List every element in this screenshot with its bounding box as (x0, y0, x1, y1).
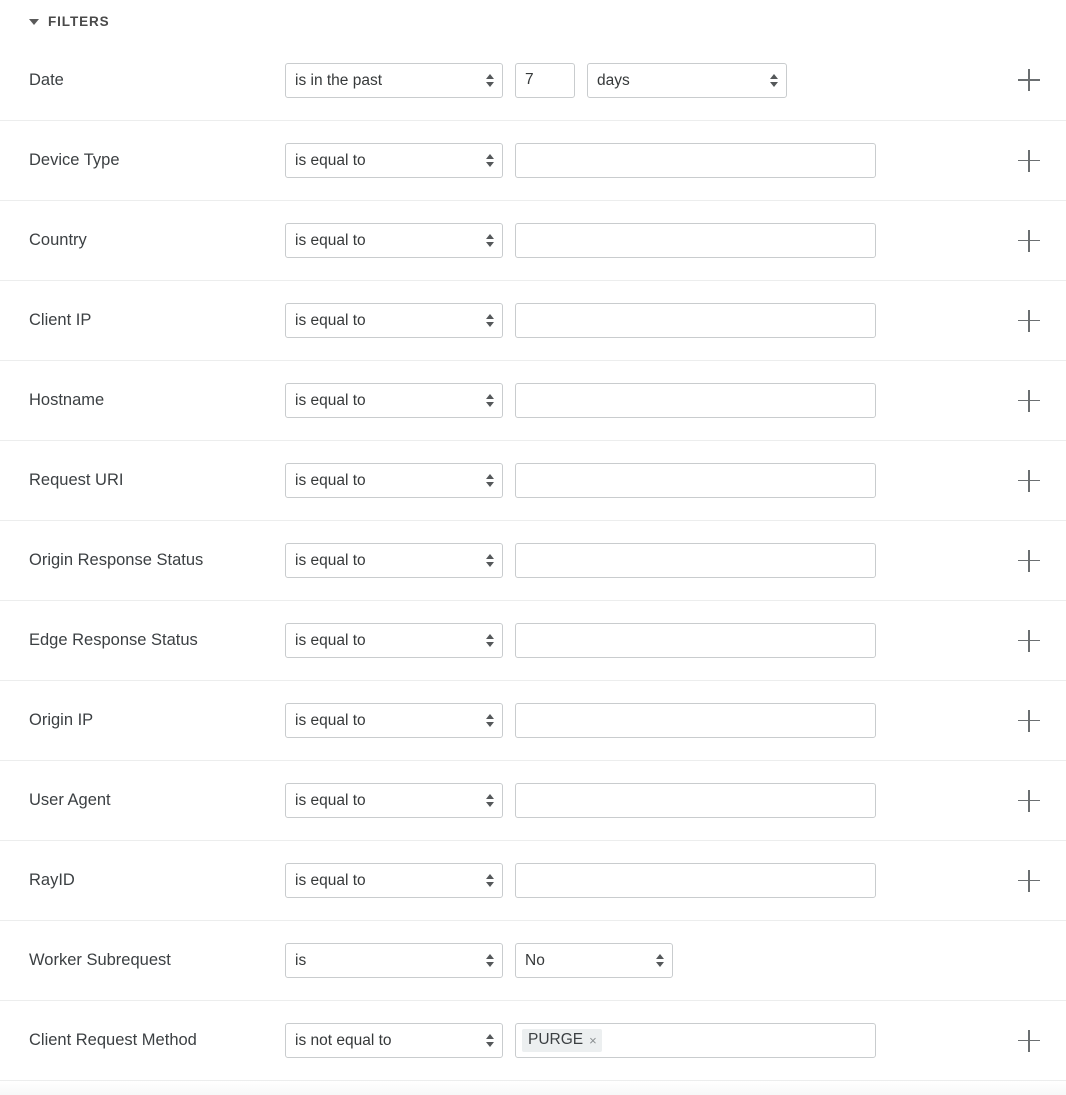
filter-controls (285, 303, 1040, 338)
filter-controls (285, 623, 1040, 658)
filter-row (0, 1000, 1066, 1080)
filter-controls (285, 863, 1040, 898)
plus-icon[interactable] (1018, 710, 1040, 732)
filters-header[interactable] (0, 0, 1066, 40)
filter-label: Edge Response Status (29, 631, 198, 649)
filter-controls (285, 143, 1040, 178)
operator-select[interactable] (285, 383, 503, 418)
operator-select[interactable] (285, 543, 503, 578)
filter-value-input[interactable] (515, 143, 876, 178)
filter-row (0, 680, 1066, 760)
plus-icon[interactable] (1018, 310, 1040, 332)
filter-value-input[interactable] (515, 463, 876, 498)
plus-icon[interactable] (1018, 630, 1040, 652)
filter-value-input[interactable] (515, 303, 876, 338)
filter-rows (0, 40, 1066, 1080)
panel-bottom-edge (0, 1080, 1066, 1095)
filter-controls (285, 223, 1040, 258)
filter-row (0, 520, 1066, 600)
plus-icon[interactable] (1018, 550, 1040, 572)
filter-value-input[interactable] (515, 223, 876, 258)
filter-value-input[interactable] (515, 863, 876, 898)
filter-label: RayID (29, 871, 75, 889)
filter-label: Date (29, 70, 64, 89)
filter-value-input[interactable] (515, 543, 876, 578)
operator-select[interactable] (285, 623, 503, 658)
filter-label: Worker Subrequest (29, 951, 171, 969)
plus-icon[interactable] (1018, 470, 1040, 492)
plus-icon[interactable] (1018, 390, 1040, 412)
filters-title: FILTERS (48, 14, 110, 29)
filter-label: Client IP (29, 311, 92, 329)
plus-icon[interactable] (1018, 790, 1040, 812)
filter-label: Client Request Method (29, 1031, 197, 1049)
filter-controls (285, 383, 1040, 418)
caret-down-icon[interactable] (29, 19, 39, 25)
plus-icon[interactable] (1018, 69, 1040, 91)
operator-select[interactable] (285, 303, 503, 338)
filter-controls (285, 943, 1040, 978)
filter-controls (285, 463, 1040, 498)
filter-controls (285, 783, 1040, 818)
plus-icon[interactable] (1018, 1030, 1040, 1052)
plus-icon[interactable] (1018, 870, 1040, 892)
filter-controls (285, 63, 1040, 98)
filter-row (0, 120, 1066, 200)
filter-row (0, 360, 1066, 440)
filter-row (0, 40, 1066, 120)
filter-label: User Agent (29, 791, 111, 809)
plus-icon[interactable] (1018, 150, 1040, 172)
filter-label: Device Type (29, 151, 120, 169)
operator-select[interactable] (285, 463, 503, 498)
filter-row (0, 200, 1066, 280)
filter-controls (285, 1023, 1040, 1058)
filter-controls (285, 703, 1040, 738)
value-tag-label: PURGE (528, 1031, 584, 1048)
filter-row (0, 760, 1066, 840)
boolean-value-select[interactable] (515, 943, 673, 978)
filter-row (0, 920, 1066, 1000)
filter-value-input[interactable] (515, 623, 876, 658)
plus-icon[interactable] (1018, 230, 1040, 252)
operator-select[interactable] (285, 863, 503, 898)
filter-label: Origin IP (29, 711, 94, 729)
close-icon[interactable]: × (589, 1032, 597, 1048)
filter-value-input[interactable] (515, 383, 876, 418)
filter-row (0, 840, 1066, 920)
filter-row (0, 280, 1066, 360)
tag-value-input[interactable] (515, 1023, 876, 1058)
duration-unit-select[interactable] (587, 63, 787, 98)
filter-controls (285, 543, 1040, 578)
filter-label: Country (29, 231, 87, 249)
operator-select[interactable] (285, 223, 503, 258)
duration-number-input[interactable] (515, 63, 575, 98)
operator-select[interactable] (285, 1023, 503, 1058)
operator-select[interactable] (285, 143, 503, 178)
filter-value-input[interactable] (515, 703, 876, 738)
filter-row (0, 440, 1066, 520)
filter-value-input[interactable] (515, 783, 876, 818)
operator-select[interactable] (285, 703, 503, 738)
filter-label: Origin Response Status (29, 551, 204, 569)
filter-label: Hostname (29, 391, 105, 409)
operator-select[interactable] (285, 63, 503, 98)
operator-select[interactable] (285, 943, 503, 978)
filter-label: Request URI (29, 471, 124, 489)
value-tag (522, 1029, 602, 1052)
filter-row (0, 600, 1066, 680)
operator-select[interactable] (285, 783, 503, 818)
